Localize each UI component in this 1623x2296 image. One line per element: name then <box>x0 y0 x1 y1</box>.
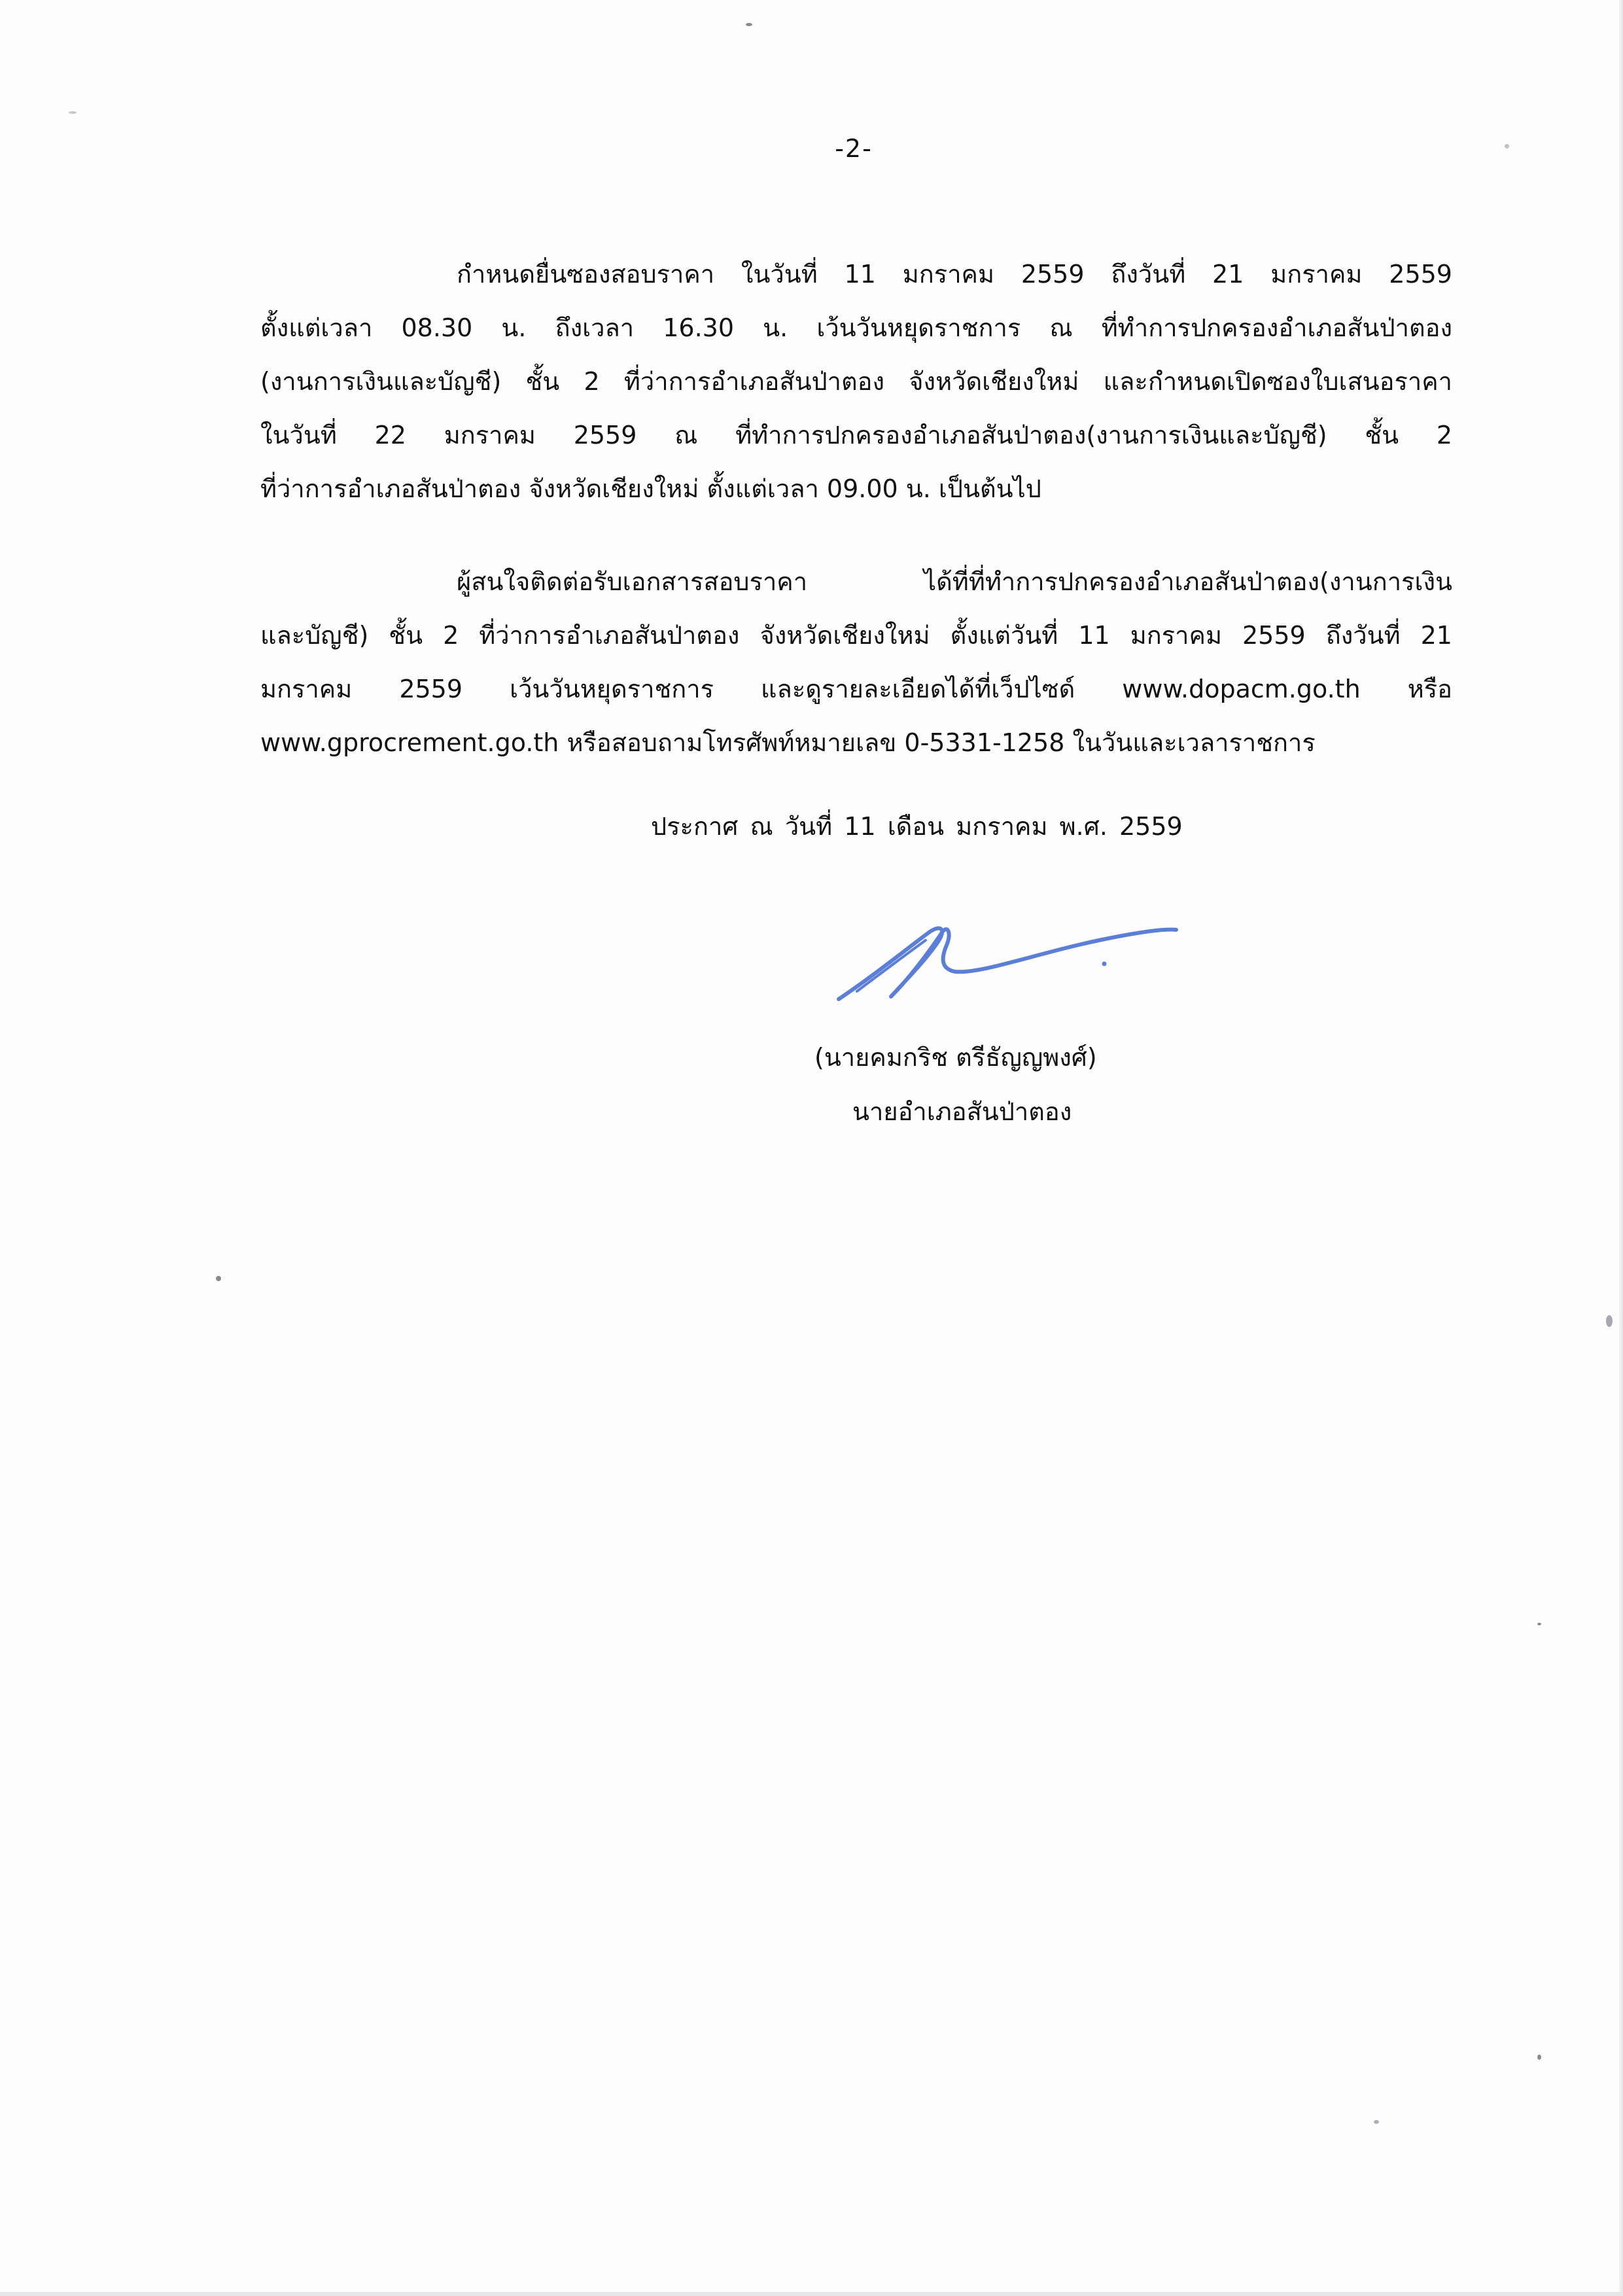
paragraph-line: ตั้งแต่เวลา 08.30 น. ถึงเวลา 16.30 น. เว้นวันหยุดราชการ ณ ที่ทำการปกครองอำเภอสันป่าตอง <box>260 313 1452 342</box>
paper-speck <box>69 111 77 114</box>
handwritten-signature <box>831 906 1184 1011</box>
paragraph-line: ในวันที่ 22 มกราคม 2559 ณ ที่ทำการปกครองอำเภอสันป่าตอง(งานการเงินและบัญชี) ชั้น 2 <box>260 421 1452 450</box>
paper-speck <box>1537 2055 1541 2060</box>
paragraph-contact-info <box>260 555 1452 769</box>
page-number: -2- <box>835 134 873 163</box>
paragraph-line: ที่ว่าการอำเภอสันป่าตอง จังหวัดเชียงใหม่ ตั้งแต่เวลา 09.00 น. เป็นต้นไป <box>260 474 1041 503</box>
announcement-date: ประกาศ ณ วันที่ 11 เดือน มกราคม พ.ศ. 2559 <box>651 812 1183 841</box>
paragraph-line: www.gprocrement.go.th หรือสอบถามโทรศัพท์หมายเลข 0-5331-1258 ในวันและเวลาราชการ <box>260 728 1316 757</box>
paper-speck <box>1374 2120 1379 2124</box>
paragraph-bid-submission <box>260 247 1452 516</box>
paper-speck <box>1537 1623 1541 1625</box>
paper-speck <box>1606 1315 1613 1327</box>
paper-speck <box>1505 144 1509 149</box>
paragraph-line: มกราคม 2559 เว้นวันหยุดราชการ และดูรายละเอียดได้ที่เว็ปไซด์ www.dopacm.go.th หรือ <box>260 675 1452 703</box>
paper-speck <box>746 23 752 26</box>
paragraph-line: ผู้สนใจติดต่อรับเอกสารสอบราคา ได้ที่ที่ทำการปกครองอำเภอสันป่าตอง(งานการเงิน <box>457 567 1452 596</box>
page-edge <box>1619 0 1623 2296</box>
paragraph-line: และบัญชี) ชั้น 2 ที่ว่าการอำเภอสันป่าตอง จังหวัดเชียงใหม่ ตั้งแต่วันที่ 11 มกราคม 2559 ถึงวันที่ 21 <box>260 621 1452 650</box>
signer-name: (นายคมกริช ตรีธัญญพงศ์) <box>814 1043 1097 1072</box>
page-edge <box>0 2292 1623 2296</box>
paragraph-line: กำหนดยื่นซองสอบราคา ในวันที่ 11 มกราคม 2559 ถึงวันที่ 21 มกราคม 2559 <box>457 260 1452 289</box>
paragraph-line: (งานการเงินและบัญชี) ชั้น 2 ที่ว่าการอำเภอสันป่าตอง จังหวัดเชียงใหม่ และกำหนดเปิดซองใบเสนอราคา <box>260 367 1452 396</box>
signer-title: นายอำเภอสันป่าตอง <box>852 1097 1072 1126</box>
paper-speck <box>216 1276 221 1281</box>
